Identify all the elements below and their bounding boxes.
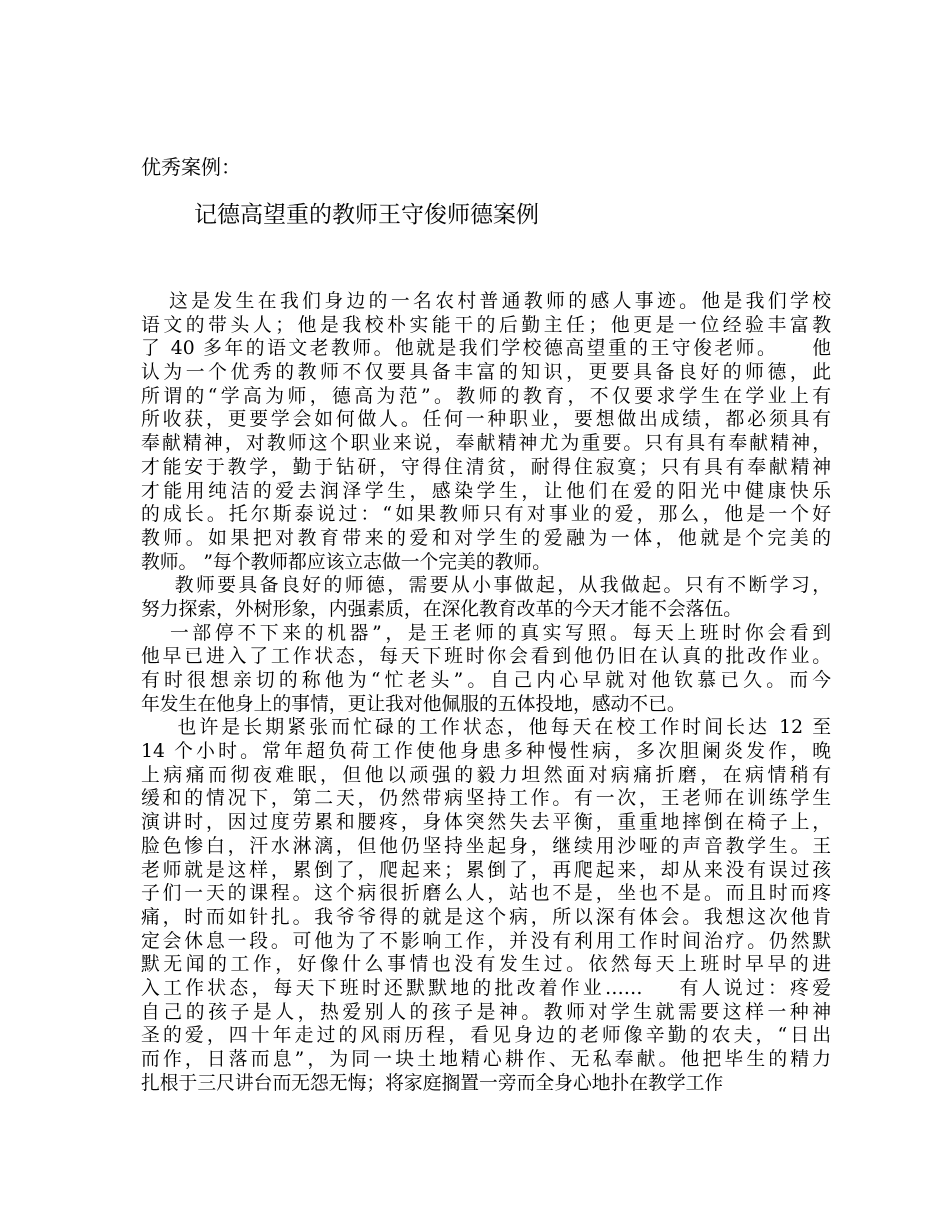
text-line: 缓和的情况下，第二天，仍然带病坚持工作。有一次，王老师在训练学生 bbox=[141, 788, 831, 810]
text-line: 圣的爱，四十年走过的风雨历程，看见身边的老师像辛勤的农夫，“日出 bbox=[141, 1025, 831, 1047]
text-line: 奉献精神，对教师这个职业来说，奉献精神尤为重要。只有具有奉献精神， bbox=[141, 433, 831, 455]
text-line: 默无闻的工作，好像什么事情也没有发生过。依然每天上班时早早的进 bbox=[141, 954, 831, 976]
text-line: 教师要具备良好的师德，需要从小事做起，从我做起。只有不断学习， bbox=[141, 575, 831, 597]
text-line: 努力探索，外树形象，内强素质，在深化教育改革的今天才能不会落伍。 bbox=[141, 598, 742, 620]
text-line: 认为一个优秀的教师不仅要具备丰富的知识，更要具备良好的师德，此 bbox=[141, 362, 831, 384]
body-text bbox=[141, 290, 831, 1095]
text-line: 痛，时而如针扎。我爷爷得的就是这个病，所以深有体会。我想这次他肯 bbox=[141, 906, 831, 928]
text-line: 14 个小时。常年超负荷工作使他身患多种慢性病，多次胆阑炎发作，晚 bbox=[141, 741, 831, 763]
section-label: 优秀案例： bbox=[141, 155, 241, 179]
text-line: 一部停不下来的机器”，是王老师的真实写照。每天上班时你会看到 bbox=[141, 622, 831, 644]
text-line: 教师。 ”每个教师都应该立志做一个完美的教师。 bbox=[141, 551, 551, 573]
text-line: 才能用纯洁的爱去润泽学生，感染学生，让他们在爱的阳光中健康快乐 bbox=[141, 480, 831, 502]
text-line: 教师。如果把对教育带来的爱和对学生的爱融为一体，他就是个完美的 bbox=[141, 527, 831, 549]
page-title: 记德高望重的教师王守俊师德案例 bbox=[194, 202, 539, 228]
text-line: 也许是长期紧张而忙碌的工作状态，他每天在校工作时间长达 12 至 bbox=[141, 717, 831, 739]
text-line: 所收获，更要学会如何做人。任何一种职业，要想做出成绩，都必须具有 bbox=[141, 409, 831, 431]
text-line: 演讲时，因过度劳累和腰疼，身体突然失去平衡，重重地摔倒在椅子上， bbox=[141, 812, 831, 834]
text-line: 脸色惨白，汗水淋漓，但他仍坚持坐起身，继续用沙哑的声音教学生。王 bbox=[141, 835, 831, 857]
text-line: 这是发生在我们身边的一名农村普通教师的感人事迹。他是我们学校 bbox=[141, 291, 831, 312]
text-line: 定会休息一段。可他为了不影响工作，并没有利用工作时间治疗。仍然默 bbox=[141, 930, 831, 952]
text-line: 他早已进入了工作状态，每天下班时你会看到他仍旧在认真的批改作业。 bbox=[141, 646, 831, 668]
text-line: 有时很想亲切的称他为“忙老头”。自己内心早就对他钦慕已久。而今 bbox=[141, 670, 831, 691]
text-line: 年发生在他身上的事情，更让我对他佩服的五体投地，感动不已。 bbox=[141, 693, 686, 715]
text-line: 语文的带头人；他是我校朴实能干的后勤主任；他更是一位经验丰富教 bbox=[141, 314, 831, 336]
text-line: 的成长。托尔斯泰说过：“如果教师只有对事业的爱，那么，他是一个好 bbox=[141, 504, 831, 526]
text-line: 入工作状态，每天下班时还默默地的批改着作业…… 有人说过：疼爱 bbox=[141, 977, 831, 999]
text-line: 才能安于教学，勤于钻研，守得住清贫，耐得住寂寞；只有具有奉献精神 bbox=[141, 456, 831, 478]
text-line: 所谓的“学高为师，德高为范”。教师的教育，不仅要求学生在学业上有 bbox=[141, 385, 831, 407]
text-line: 自己的孩子是人，热爱别人的孩子是神。教师对学生就需要这样一种神 bbox=[141, 1001, 831, 1023]
text-line: 上病痛而彻夜难眠，但他以顽强的毅力坦然面对病痛折磨，在病情稍有 bbox=[141, 764, 831, 786]
text-line: 了 40 多年的语文老教师。他就是我们学校德高望重的王守俊老师。 他 bbox=[141, 338, 831, 360]
text-line: 子们一天的课程。这个病很折磨么人，站也不是，坐也不是。而且时而疼 bbox=[141, 883, 831, 905]
text-line: 老师就是这样，累倒了，爬起来；累倒了，再爬起来，却从来没有误过孩 bbox=[141, 859, 831, 881]
text-line: 扎根于三尺讲台而无怨无悔；将家庭搁置一旁而全身心地扑在教学工作 bbox=[141, 1072, 724, 1094]
text-line: 而作，日落而息”，为同一块土地精心耕作、无私奉献。他把毕生的精力 bbox=[141, 1049, 831, 1070]
